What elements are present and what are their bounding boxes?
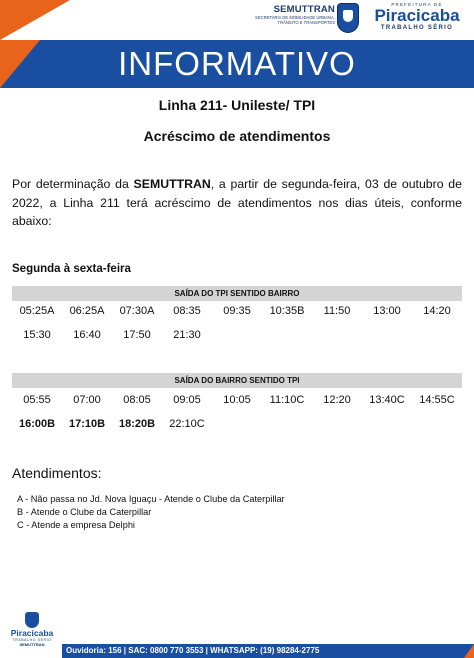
departure-time: 10:05	[223, 394, 251, 406]
times-row	[12, 416, 462, 432]
piracicaba-logo	[362, 2, 472, 31]
departure-time: 14:20	[423, 305, 451, 317]
departure-time: 10:35B	[269, 305, 305, 317]
note-item: C - Atende a empresa Delphi	[17, 520, 135, 531]
atendimentos-notes	[17, 493, 285, 533]
departure-time: 15:30	[23, 329, 51, 341]
departure-time: 11:50	[323, 305, 351, 317]
departure-time: 13:00	[373, 305, 401, 317]
atendimentos-title: Atendimentos:	[12, 465, 102, 481]
departure-time: 05:25A	[19, 305, 55, 317]
footer-city: Piracicaba	[10, 628, 54, 638]
departure-time: 17:10B	[68, 418, 106, 430]
semuttran-name: SEMUTTRAN	[273, 4, 335, 15]
intro-text-bold: SEMUTTRAN	[133, 177, 211, 191]
departure-time: 16:40	[73, 329, 101, 341]
departure-time: 09:05	[173, 394, 201, 406]
intro-text-after: , a partir de segunda-feira, 03 de outubro de 2022, a Linha 211 terá acréscimo de atendimentos nos dias úteis, conforme abaixo:	[12, 177, 462, 228]
section-heading-tpi-bairro: SAÍDA DO TPI SENTIDO BAIRRO	[12, 286, 462, 301]
notice-subtitle: Acréscimo de atendimentos	[143, 128, 331, 144]
departure-time: 07:30A	[119, 305, 155, 317]
day-label: Segunda à sexta-feira	[12, 263, 131, 275]
semuttran-sub1: SECRETARIA DE MOBILIDADE URBANA,	[255, 15, 335, 20]
city-name: Piracicaba	[374, 6, 460, 25]
departure-time: 22:10C	[169, 418, 205, 430]
semuttran-logo	[230, 4, 335, 25]
departure-time: 06:25A	[69, 305, 105, 317]
intro-text-before: Por determinação da	[12, 177, 134, 191]
city-slogan: TRABALHO SÉRIO	[380, 25, 454, 31]
departure-time: 18:20B	[118, 418, 156, 430]
semuttran-sub2: TRÂNSITO E TRANSPORTES	[277, 20, 335, 25]
prefeitura-label: PREFEITURA DE	[391, 2, 443, 7]
departure-time: 12:20	[323, 394, 351, 406]
footer-contact-bar	[62, 644, 474, 658]
section-heading-bairro-tpi: SAÍDA DO BAIRRO SENTIDO TPI	[12, 373, 462, 388]
footer-contact-text: Ouvidoria: 156 | SAC: 0800 770 3553 | WHATSAPP: (19) 98284-2775	[66, 646, 320, 655]
departure-time: 05:55	[23, 394, 51, 406]
departure-time: 13:40C	[369, 394, 405, 406]
departure-time: 11:10C	[269, 394, 305, 406]
line-title: Linha 211- Unileste/ TPI	[158, 97, 316, 113]
departure-time: 16:00B	[18, 418, 56, 430]
times-row	[12, 303, 462, 319]
note-item: A - Não passa no Jd. Nova Iguaçu - Atende o Clube da Caterpillar	[17, 494, 285, 504]
informativo-banner	[0, 40, 474, 88]
departure-time: 17:50	[123, 329, 151, 341]
departure-time: 09:35	[223, 305, 251, 317]
banner-title: INFORMATIVO	[118, 45, 356, 82]
departure-time: 07:00	[73, 394, 101, 406]
header-strip	[0, 0, 474, 40]
intro-paragraph	[12, 175, 462, 231]
departure-time: 14:55C	[419, 394, 455, 406]
footer-orange-accent	[464, 644, 474, 658]
departure-time: 21:30	[173, 329, 201, 341]
orange-corner-decoration	[0, 0, 70, 40]
times-row	[12, 327, 462, 343]
note-item: B - Atende o Clube da Caterpillar	[17, 507, 152, 518]
times-row	[12, 392, 462, 408]
footer-org: SEMUTTRAN	[19, 642, 45, 647]
departure-time: 08:05	[123, 394, 151, 406]
footer-logo	[8, 612, 56, 647]
footer-slogan: TRABALHO SÉRIO	[12, 638, 52, 642]
departure-time: 08:35	[173, 305, 201, 317]
footer-seal-icon	[25, 612, 39, 628]
city-seal-icon	[337, 3, 359, 33]
